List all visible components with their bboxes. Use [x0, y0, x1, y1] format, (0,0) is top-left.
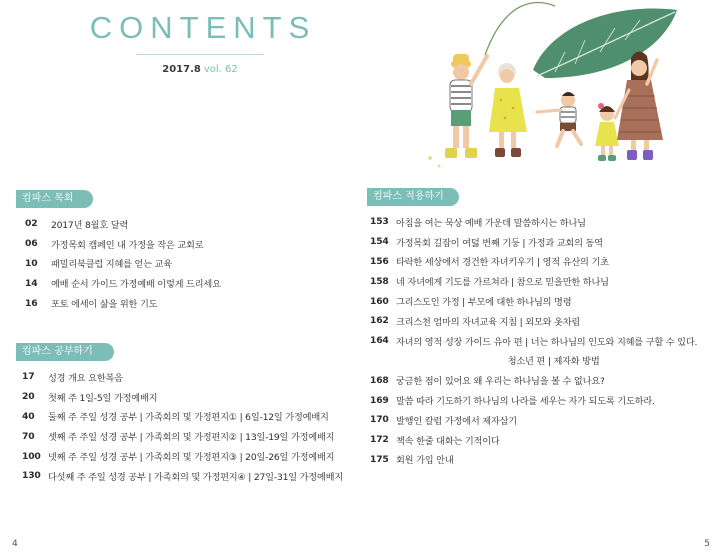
contents-title: CONTENTS	[89, 10, 317, 45]
item-title: 그리스도인 가정 | 부모에 대한 하나님의 명령	[396, 297, 572, 309]
list-item[interactable]	[25, 293, 221, 313]
item-title: 2017년 8월호 달력	[51, 219, 129, 231]
page-number: 156	[370, 255, 389, 267]
page-number: 158	[370, 275, 389, 287]
section-label-ministry: 컴파스 목회	[16, 190, 93, 208]
list-item[interactable]	[25, 273, 221, 293]
item-title: 포토 에세이 삶을 위한 기도	[51, 299, 158, 311]
item-title: 넷째 주 주일 성경 공부 | 가족회의 및 가정편지③ | 20일-26일 가정예배지	[48, 452, 335, 464]
item-title: 타락한 세상에서 경건한 자녀키우기 | 영적 유산의 기초	[396, 257, 609, 269]
page-number: 164	[370, 335, 389, 347]
item-title: 다섯째 주 주일 성경 공부 | 가족회의 및 가정편지④ | 27일-31일 가정예배지	[48, 471, 344, 483]
section-label-apply: 컴파스 적용하기	[367, 188, 459, 206]
page-number: 20	[22, 391, 35, 403]
page-number: 160	[370, 295, 389, 307]
list-item[interactable]	[370, 291, 697, 311]
item-title: 책속 한줄 대화는 기적이다	[396, 435, 500, 447]
page-number: 16	[25, 297, 38, 309]
list-item[interactable]	[370, 331, 697, 351]
list-item[interactable]	[370, 232, 697, 252]
list-item[interactable]	[22, 387, 343, 407]
page-number: 172	[370, 434, 389, 446]
issue-volume: vol. 62	[203, 64, 238, 75]
page-number: 02	[25, 218, 38, 230]
list-item[interactable]	[370, 390, 697, 410]
list-item[interactable]	[370, 410, 697, 430]
section-label-study: 컴파스 공부하기	[16, 343, 114, 361]
page-number: 154	[370, 236, 389, 248]
item-title: 가정목회 길잡이 여덟 번째 기둥 | 가정과 교회의 동역	[396, 237, 603, 249]
item-title: 패밀리북클럽 지혜를 얻는 교육	[51, 259, 172, 271]
page-number: 40	[22, 410, 35, 422]
girl-figure	[595, 103, 619, 161]
list-item[interactable]	[22, 446, 343, 466]
grandma-figure	[489, 63, 527, 157]
item-title: 크리스천 엄마의 자녀교육 지침 | 외모와 옷차림	[396, 316, 581, 328]
issue-date: 2017.8	[162, 64, 201, 75]
list-item[interactable]	[370, 311, 697, 331]
item-title: 예배 순서 가이드 가정예배 이렇게 드리세요	[51, 279, 221, 291]
list-item[interactable]	[22, 426, 343, 446]
item-title: 네 자녀에게 기도를 가르쳐라 | 참으로 믿을만한 하나님	[396, 277, 609, 289]
page-number: 70	[22, 430, 35, 442]
page-number: 175	[370, 453, 389, 465]
page-number: 130	[22, 470, 41, 482]
mother-figure	[615, 51, 663, 160]
list-item[interactable]	[25, 234, 221, 254]
list-item[interactable]	[25, 254, 221, 274]
item-title: 둘째 주 주일 성경 공부 | 가족회의 및 가정편지① | 6일-12일 가정예배지	[48, 412, 329, 424]
item-title: 발행인 칼럼 가정에서 제자삼기	[396, 415, 517, 427]
list-item[interactable]	[22, 367, 343, 387]
page-number: 06	[25, 238, 38, 250]
list-item[interactable]	[370, 450, 697, 470]
masthead	[80, 10, 320, 75]
list-item[interactable]	[25, 214, 221, 234]
list-item[interactable]	[370, 252, 697, 272]
item-title: 첫째 주 1일-5일 가정예배지	[48, 392, 158, 404]
apply-list	[370, 212, 697, 469]
issue-info	[80, 64, 320, 75]
item-title: 가정목회 캠페인 내 가정을 작은 교회로	[51, 239, 204, 251]
page-number: 14	[25, 277, 38, 289]
item-title: 셋째 주 주일 성경 공부 | 가족회의 및 가정편지② | 13일-19일 가정예배지	[48, 432, 335, 444]
item-title: 아침을 여는 묵상 예배 가운데 말씀하시는 하나님	[396, 217, 586, 229]
ministry-list	[25, 214, 221, 313]
item-title: 궁금한 점이 있어요 왜 우리는 하나님을 볼 수 없나요?	[396, 376, 605, 388]
grandpa-figure	[445, 54, 487, 158]
list-item[interactable]	[22, 466, 343, 486]
family-leaf-illustration	[425, 0, 680, 170]
page-number: 170	[370, 414, 389, 426]
page-number: 162	[370, 315, 389, 327]
page-number: 100	[22, 450, 41, 462]
list-item-sub[interactable]	[370, 351, 697, 371]
page-number: 153	[370, 216, 389, 228]
study-list	[22, 367, 343, 486]
list-item[interactable]	[370, 370, 697, 390]
page-number: 168	[370, 374, 389, 386]
item-title: 청소년 편 | 제자화 방법	[507, 356, 600, 368]
item-title: 성경 개요 요한복음	[48, 372, 123, 384]
list-item[interactable]	[370, 430, 697, 450]
list-item[interactable]	[22, 407, 343, 427]
list-item[interactable]	[370, 271, 697, 291]
item-title: 회원 가입 안내	[396, 455, 454, 467]
page-number: 169	[370, 394, 389, 406]
page-number: 10	[25, 257, 38, 269]
page-number: 17	[22, 371, 35, 383]
page-number-left: 4	[12, 539, 18, 549]
item-title: 말씀 따라 기도하기 하나님의 나라를 세우는 자가 되도록 기도하라.	[396, 396, 655, 408]
title-rule	[136, 54, 264, 55]
list-item[interactable]	[370, 212, 697, 232]
boy-figure	[537, 92, 581, 146]
page-number-right: 5	[704, 539, 710, 549]
item-title: 자녀의 영적 성장 가이드 유아 편 | 너는 하나님의 인도와 지혜를 구할 수 있다.	[396, 336, 698, 348]
